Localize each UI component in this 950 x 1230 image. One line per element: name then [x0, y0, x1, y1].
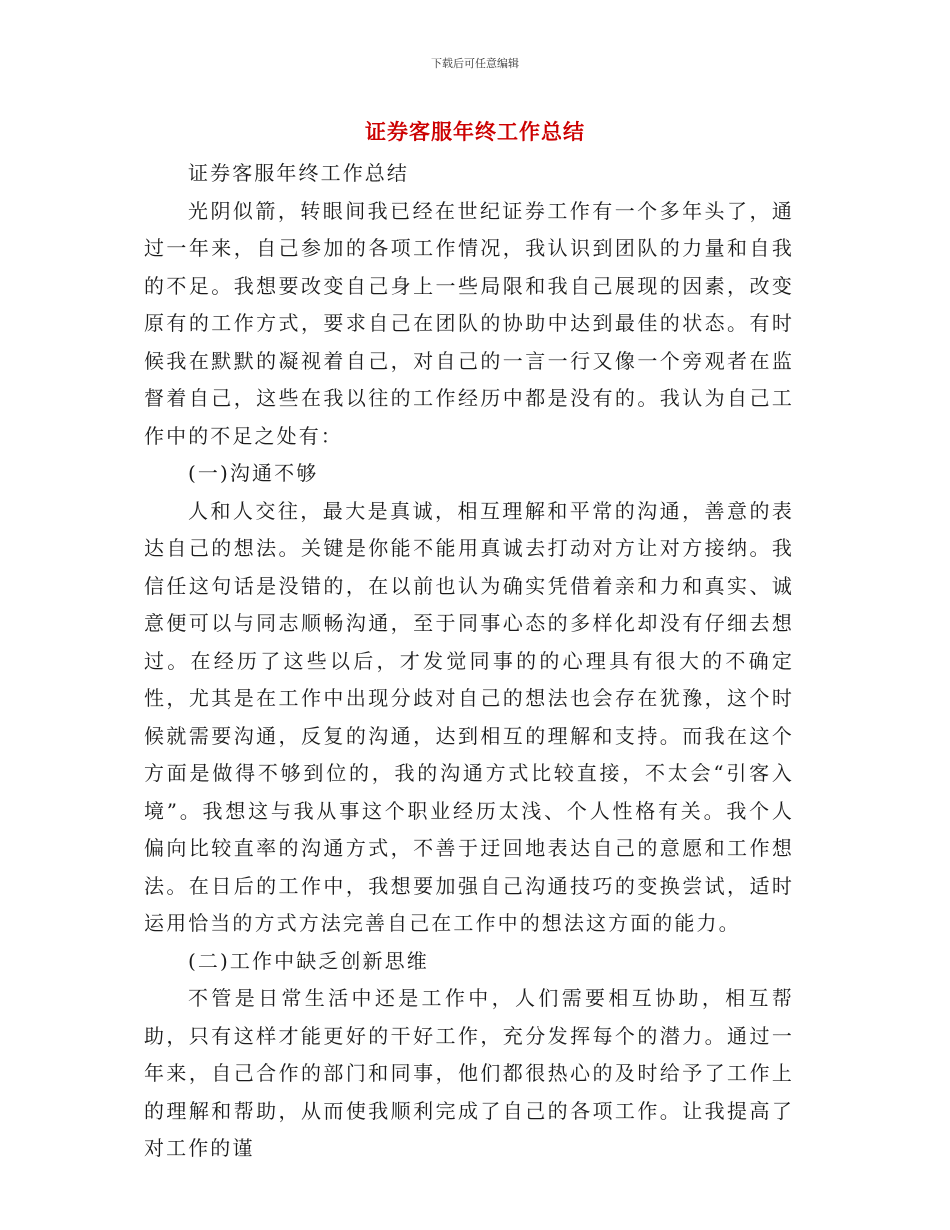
section-heading-1: (一)沟通不够 — [188, 461, 319, 485]
section-heading-2: (二)工作中缺乏创新思维 — [188, 948, 429, 973]
document-title: 证券客服年终工作总结 — [365, 120, 585, 144]
subtitle-paragraph: 证券客服年终工作总结 — [188, 161, 409, 185]
intro-paragraph: 光阴似箭，转眼间我已经在世纪证券工作有一个多年头了，通过一年来，自己参加的各项工作情况，我认识到团队的力量和自我的不足。我想要改变自己身上一些局限和我自己展现的因素，改变原有的工作方式，要求自己在团队的协助中达到最佳的状态。有时候我在默默的凝视着自己，对自己的一言一行又像一个旁观者在监督着自己，这些在我以往的工作经历中都是没有的。我认为自己工作中的不足之处有： — [144, 198, 794, 448]
section-2-paragraph: 不管是日常生活中还是工作中，人们需要相互协助，相互帮助，只有这样才能更好的干好工作，充分发挥每个的潜力。通过一年来，自己合作的部门和同事，他们都很热心的及时给予了工作上的理解和帮助，从而使我顺利完成了自己的各项工作。让我提高了对工作的谨 — [144, 986, 794, 1160]
document-body — [144, 155, 794, 1168]
section-1-paragraph: 人和人交往，最大是真诚，相互理解和平常的沟通，善意的表达自己的想法。关键是你能不能用真诚去打动对方让对方接纳。我信任这句话是没错的，在以前也认为确实凭借着亲和力和真实、诚意便可以与同志顺畅沟通，至于同事心态的多样化却没有仔细去想过。在经历了这些以后，才发觉同事的的心理具有很大的不确定性，尤其是在工作中出现分歧对自己的想法也会存在犹豫，这个时候就需要沟通，反复的沟通，达到相互的理解和支持。而我在这个方面是做得不够到位的，我的沟通方式比较直接，不太会“引客入境”。我想这与我从事这个职业经历太浅、个人性格有关。我个人偏向比较直率的沟通方式，不善于迂回地表达自己的意愿和工作想法。在日后的工作中，我想要加强自己沟通技巧的变换尝试，适时运用恰当的方式方法完善自己在工作中的想法这方面的能力。 — [144, 498, 794, 935]
header-note: 下载后可任意编辑 — [431, 57, 519, 70]
